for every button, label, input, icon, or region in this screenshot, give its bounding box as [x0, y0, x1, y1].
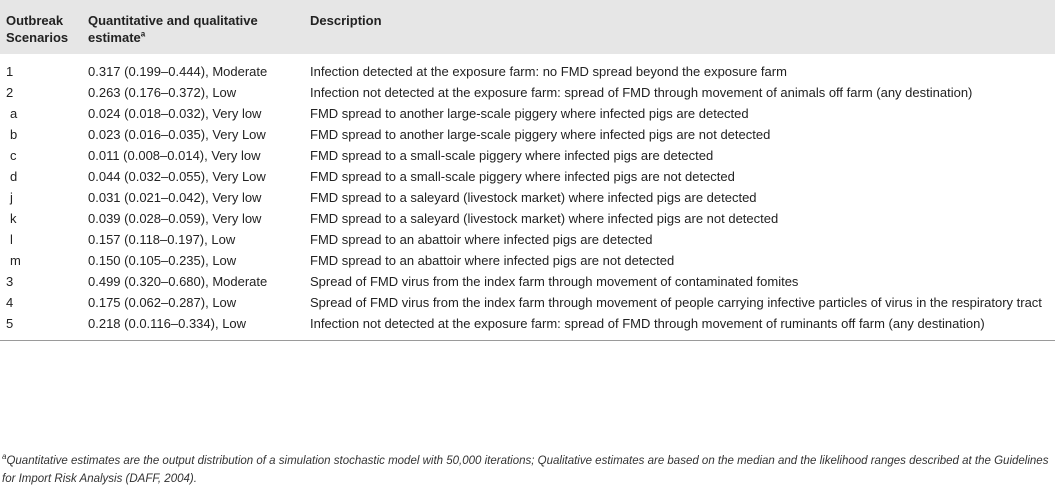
table-row	[0, 124, 1055, 145]
header-row	[0, 0, 1055, 54]
table-row	[0, 313, 1055, 341]
estimate-cell: 0.499 (0.320–0.680), Moderate	[88, 274, 268, 289]
table-row	[0, 82, 1055, 103]
table-row	[0, 187, 1055, 208]
scenario-cell: m	[10, 253, 21, 268]
estimate-cell: 0.011 (0.008–0.014), Very low	[88, 148, 261, 163]
table-row	[0, 166, 1055, 187]
estimate-cell: 0.024 (0.018–0.032), Very low	[88, 106, 262, 121]
description-cell: FMD spread to a saleyard (livestock market) where infected pigs are detected	[310, 190, 757, 205]
table-row	[0, 103, 1055, 124]
description-cell: Spread of FMD virus from the index farm through movement of people carrying infective particles of virus in the respiratory tract	[310, 295, 1042, 310]
scenario-cell: 2	[6, 85, 14, 100]
estimate-cell: 0.263 (0.176–0.372), Low	[88, 85, 237, 100]
estimate-cell: 0.031 (0.021–0.042), Very low	[88, 190, 262, 205]
header-outbreak-scenarios	[0, 0, 82, 54]
estimate-cell: 0.317 (0.199–0.444), Moderate	[88, 64, 268, 79]
table-row	[0, 271, 1055, 292]
scenario-cell: d	[10, 169, 18, 184]
header-text: estimate	[88, 30, 141, 45]
table-body	[0, 54, 1055, 341]
table-row	[0, 54, 1055, 82]
scenario-cell: 5	[0, 313, 82, 341]
header-text: Scenarios	[6, 30, 69, 45]
estimate-cell: 0.175 (0.062–0.287), Low	[88, 295, 237, 310]
estimate-cell: 0.023 (0.016–0.035), Very Low	[88, 127, 266, 142]
description-cell: FMD spread to a small-scale piggery where infected pigs are detected	[310, 148, 714, 163]
header-description: Description	[310, 13, 382, 28]
footnote-marker: a	[140, 29, 146, 39]
description-cell: FMD spread to another large-scale piggery where infected pigs are detected	[310, 106, 749, 121]
description-cell: Spread of FMD virus from the index farm through movement of contaminated fomites	[310, 274, 799, 289]
scenario-cell: a	[10, 106, 18, 121]
table-row	[0, 145, 1055, 166]
description-cell: Infection not detected at the exposure farm: spread of FMD through movement of animals off farm (any destination)	[310, 85, 973, 100]
estimate-cell: 0.218 (0.0.116–0.334), Low	[82, 313, 304, 341]
table-row	[0, 250, 1055, 271]
scenario-cell: l	[10, 232, 13, 247]
estimate-cell: 0.157 (0.118–0.197), Low	[88, 232, 236, 247]
header-text: Quantitative and qualitative	[88, 13, 258, 28]
header-estimate	[82, 0, 304, 54]
description-cell: Infection not detected at the exposure farm: spread of FMD through movement of ruminants off farm (any destination)	[304, 313, 1055, 341]
scenario-cell: k	[10, 211, 17, 226]
table-header	[0, 0, 1055, 54]
description-cell: FMD spread to a saleyard (livestock market) where infected pigs are not detected	[310, 211, 779, 226]
scenario-cell: 4	[6, 295, 14, 310]
estimate-cell: 0.039 (0.028–0.059), Very low	[88, 211, 262, 226]
table-row	[0, 208, 1055, 229]
scenario-cell: 1	[6, 64, 14, 79]
scenario-cell: b	[10, 127, 18, 142]
scenario-cell: c	[10, 148, 17, 163]
description-cell: FMD spread to another large-scale piggery where infected pigs are not detected	[310, 127, 771, 142]
header-text: Outbreak	[6, 13, 64, 28]
description-cell: FMD spread to a small-scale piggery where infected pigs are not detected	[310, 169, 735, 184]
table-row	[0, 229, 1055, 250]
estimate-cell: 0.150 (0.105–0.235), Low	[88, 253, 237, 268]
footnote-marker: a	[2, 452, 7, 462]
description-cell: Infection detected at the exposure farm: no FMD spread beyond the exposure farm	[310, 64, 787, 79]
description-cell: FMD spread to an abattoir where infected pigs are detected	[310, 232, 653, 247]
scenario-cell: 3	[6, 274, 14, 289]
table-row	[0, 292, 1055, 313]
description-cell: FMD spread to an abattoir where infected pigs are not detected	[310, 253, 675, 268]
scenario-cell: j	[10, 190, 13, 205]
table-footnote	[2, 452, 1052, 488]
footnote-text: Quantitative estimates are the output distribution of a simulation stochastic model with 50,000 iterations; Qualitative estimates are based on the median and the likelihood ranges described at the Guidelines for Import Risk Analysis (DAFF, 2004).	[2, 455, 1049, 485]
estimate-cell: 0.044 (0.032–0.055), Very Low	[88, 169, 266, 184]
